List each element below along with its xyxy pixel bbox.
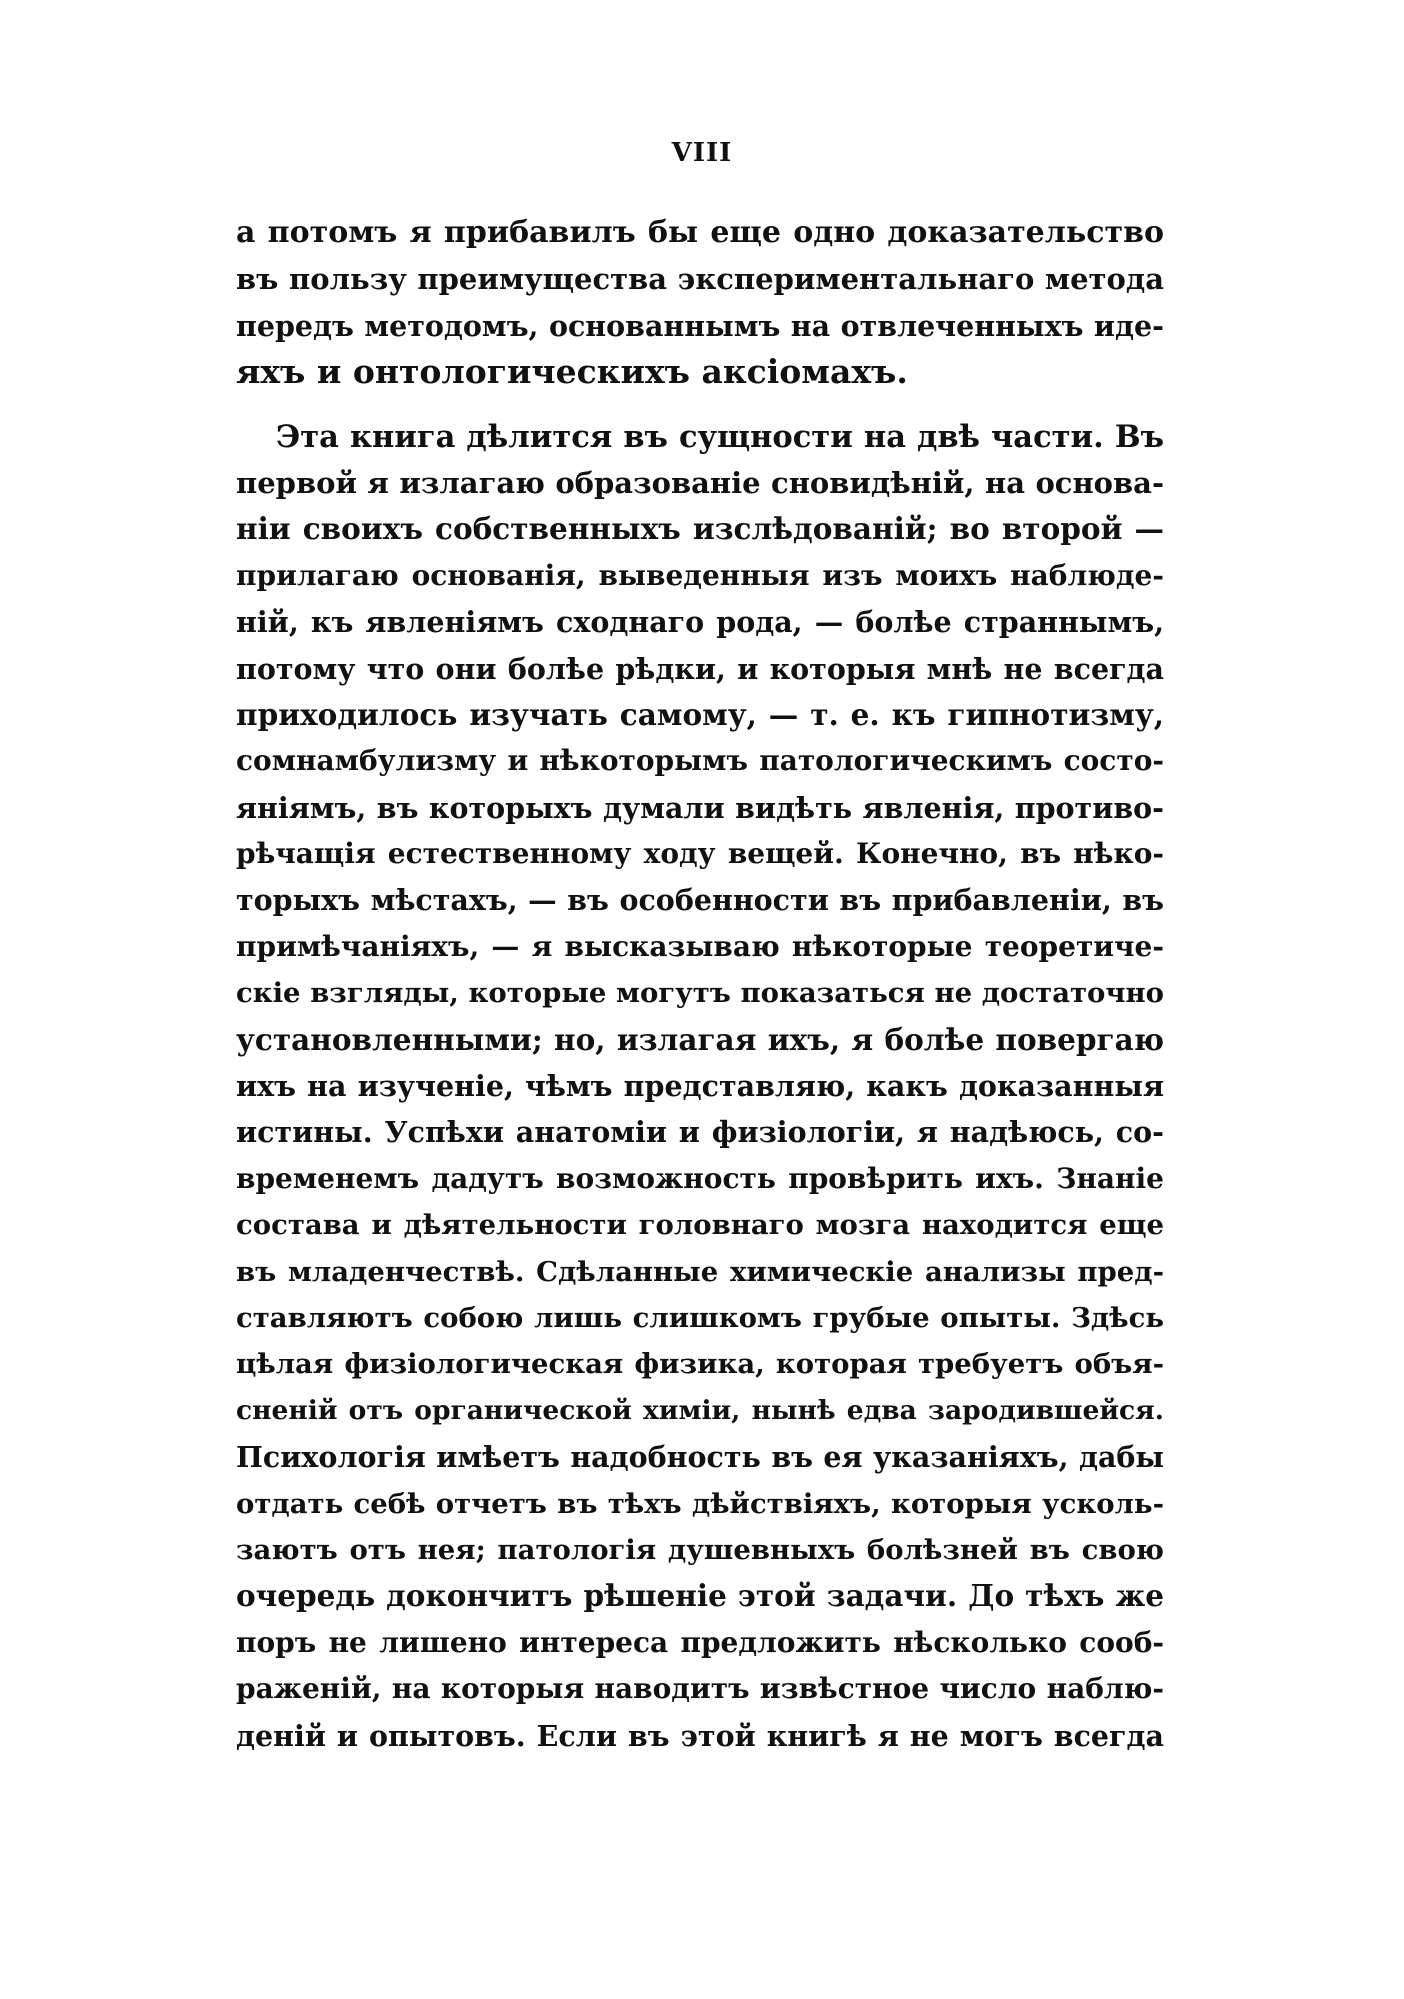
text-line: отдать себѣ отчетъ въ тѣхъ дѣйствіяхъ, которыя усколь-	[236, 1487, 1164, 1520]
text-line: Эта книга дѣлится въ сущности на двѣ части. Въ	[276, 418, 1164, 455]
text-line: торыхъ мѣстахъ, — въ особенности въ прибавленіи, въ	[236, 883, 1164, 918]
text-line: ній, къ явленіямъ сходнаго рода, — болѣе страннымъ,	[236, 605, 1164, 640]
text-line: состава и дѣятельности головнаго мозга находится еще	[236, 1209, 1164, 1242]
text-line: деній и опытовъ. Если въ этой книгѣ я не могъ всегда	[236, 1718, 1164, 1753]
text-line: примѣчаніяхъ, — я высказываю нѣкоторые теоретиче-	[236, 929, 1164, 963]
text-line: заютъ отъ нея; патологія душевныхъ болѣзней въ свою	[236, 1533, 1164, 1566]
text-line: потому что они болѣе рѣдки, и которыя мнѣ не всегда	[236, 651, 1164, 686]
text-line: передъ методомъ, основаннымъ на отвлеченныхъ иде-	[236, 308, 1164, 343]
text-line: первой я излагаю образованіе сновидѣній, на основа-	[236, 465, 1164, 500]
page-number: VIII	[671, 138, 733, 168]
text-line: установленными; но, излагая ихъ, я болѣе повергаю	[236, 1021, 1164, 1057]
text-line: сненій отъ органической химіи, нынѣ едва зародившейся.	[236, 1394, 1164, 1426]
text-line: а потомъ я прибавилъ бы еще одно доказательство	[236, 215, 1164, 250]
text-line: очередь докончитъ рѣшеніе этой задачи. До тѣхъ же	[236, 1578, 1164, 1614]
paragraph-1	[236, 210, 1164, 396]
text-line: истины. Успѣхи анатоміи и физіологіи, я надѣюсь, со-	[236, 1115, 1164, 1150]
text-line: прилагаю основанія, выведенныя изъ моихъ наблюде-	[236, 558, 1164, 592]
text-line: раженій, на которыя наводитъ извѣстное число наблю-	[236, 1672, 1164, 1706]
text-line: ихъ на изученіе, чѣмъ представляю, какъ доказанныя	[236, 1069, 1164, 1104]
text-line: сомнамбулизму и нѣкоторымъ патологическимъ состо-	[236, 744, 1164, 778]
text-line: цѣлая физіологическая физика, которая требуетъ объя-	[236, 1348, 1164, 1381]
text-line: поръ не лишено интереса предложить нѣсколько сооб-	[236, 1625, 1164, 1659]
body-text	[236, 210, 1164, 1759]
text-line: въ младенчествѣ. Сдѣланные химическіе анализы пред-	[236, 1255, 1164, 1288]
text-line: ніи своихъ собственныхъ изслѣдованій; во второй —	[236, 511, 1164, 547]
text-line: въ пользу преимущества экспериментальнаго метода	[236, 262, 1164, 297]
text-line: Психологія имѣетъ надобность въ ея указаніяхъ, дабы	[236, 1440, 1164, 1475]
text-line: скіе взгляды, которые могутъ показаться не достаточно	[236, 977, 1164, 1010]
text-line: приходилось изучать самому, — т. е. къ гипнотизму,	[236, 696, 1164, 732]
text-line: рѣчащія естественному ходу вещей. Конечно, въ нѣко-	[236, 837, 1164, 871]
text-line: ставляютъ собою лишь слишкомъ грубые опыты. Здѣсь	[236, 1301, 1164, 1334]
paragraph-2	[236, 414, 1164, 1759]
text-line: яхъ и онтологическихъ аксіомахъ.	[236, 352, 908, 392]
text-line: временемъ дадутъ возможность провѣрить ихъ. Знаніе	[236, 1161, 1164, 1195]
text-line: яніямъ, въ которыхъ думали видѣть явленія, противо-	[236, 790, 1164, 825]
